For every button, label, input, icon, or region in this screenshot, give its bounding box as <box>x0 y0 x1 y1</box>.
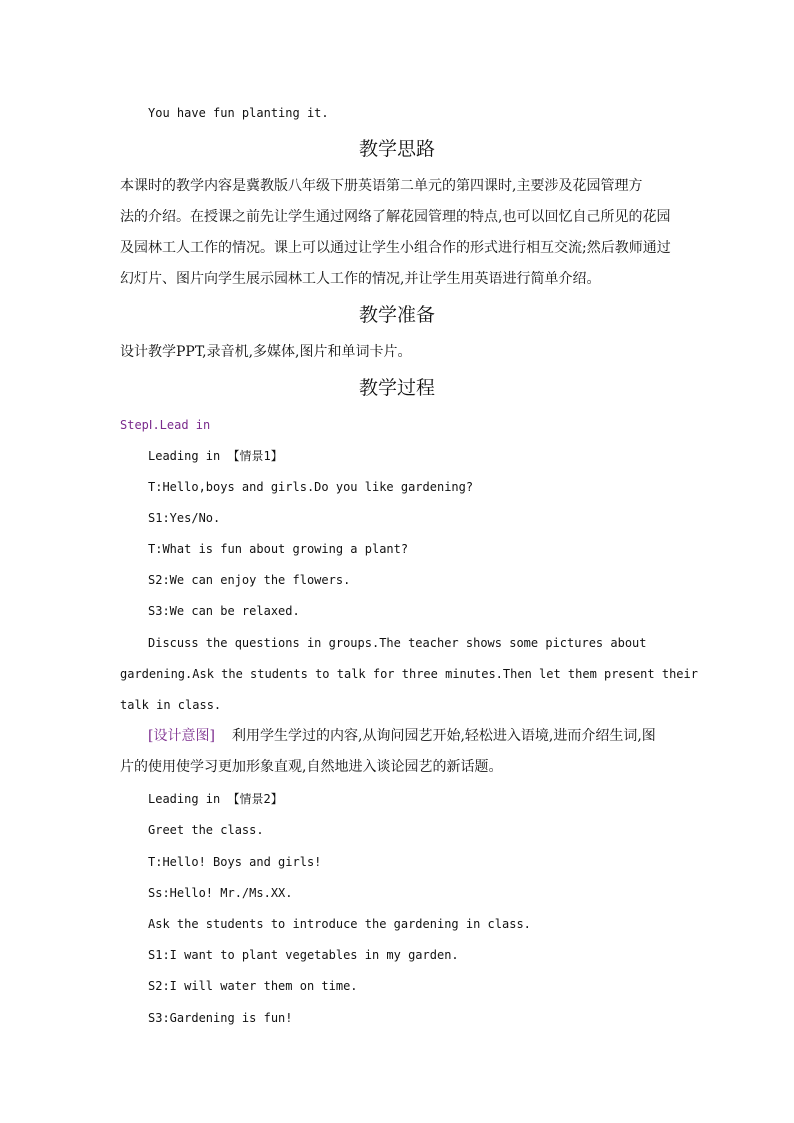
text-line: T:What is fun about growing a plant? <box>148 542 409 556</box>
text-line: T:Hello! Boys and girls! <box>148 855 322 869</box>
text-line: T:Hello,boys and girls.Do you like gardening? <box>148 480 474 494</box>
text-line: gardening.Ask the students to talk for three minutes.Then let them present their <box>120 667 698 681</box>
text-line: Ss:Hello! Mr./Ms.XX. <box>148 886 293 900</box>
design-intent-line: 片的使用使学习更加形象直观,自然地进入谈论园艺的新话题。 <box>120 759 503 775</box>
text-line: Leading in 【情景2】 <box>148 792 283 806</box>
text-line: S1:I want to plant vegetables in my garden. <box>148 948 459 962</box>
text-line: Ask the students to introduce the gardening in class. <box>148 917 531 931</box>
text-line: S3:Gardening is fun! <box>148 1011 293 1025</box>
design-intent-line: 利用学生学过的内容,从询问园艺开始,轻松进入语境,进而介绍生词,图 <box>232 728 656 744</box>
paragraph-line: 设计教学PPT,录音机,多媒体,图片和单词卡片。 <box>120 344 412 360</box>
section-heading-process: 教学过程 <box>358 377 435 399</box>
paragraph-line: 幻灯片、图片向学生展示园林工人工作的情况,并让学生用英语进行简单介绍。 <box>120 271 601 287</box>
design-intent-tag: [设计意图] <box>148 728 215 744</box>
paragraph-line: 本课时的教学内容是冀教版八年级下册英语第二单元的第四课时,主要涉及花园管理方 <box>120 178 643 194</box>
text-line: talk in class. <box>120 698 222 712</box>
text-line: Leading in 【情景1】 <box>148 449 283 463</box>
text-line: You have fun planting it. <box>148 106 329 120</box>
section-heading-teaching-ideas: 教学思路 <box>358 138 435 160</box>
step-label: StepⅠ.Lead in <box>120 418 211 432</box>
section-heading-preparation: 教学准备 <box>358 304 435 326</box>
text-line: Greet the class. <box>148 823 264 837</box>
paragraph-line: 法的介绍。在授课之前先让学生通过网络了解花园管理的特点,也可以回忆自己所见的花园 <box>120 209 671 225</box>
text-line: S2:We can enjoy the flowers. <box>148 573 351 587</box>
paragraph-line: 及园林工人工作的情况。课上可以通过让学生小组合作的形式进行相互交流;然后教师通过 <box>120 240 671 256</box>
text-line: S1:Yes/No. <box>148 511 221 525</box>
text-line: S3:We can be relaxed. <box>148 604 300 618</box>
text-line: S2:I will water them on time. <box>148 979 358 993</box>
text-line: Discuss the questions in groups.The teacher shows some pictures about <box>148 636 647 650</box>
